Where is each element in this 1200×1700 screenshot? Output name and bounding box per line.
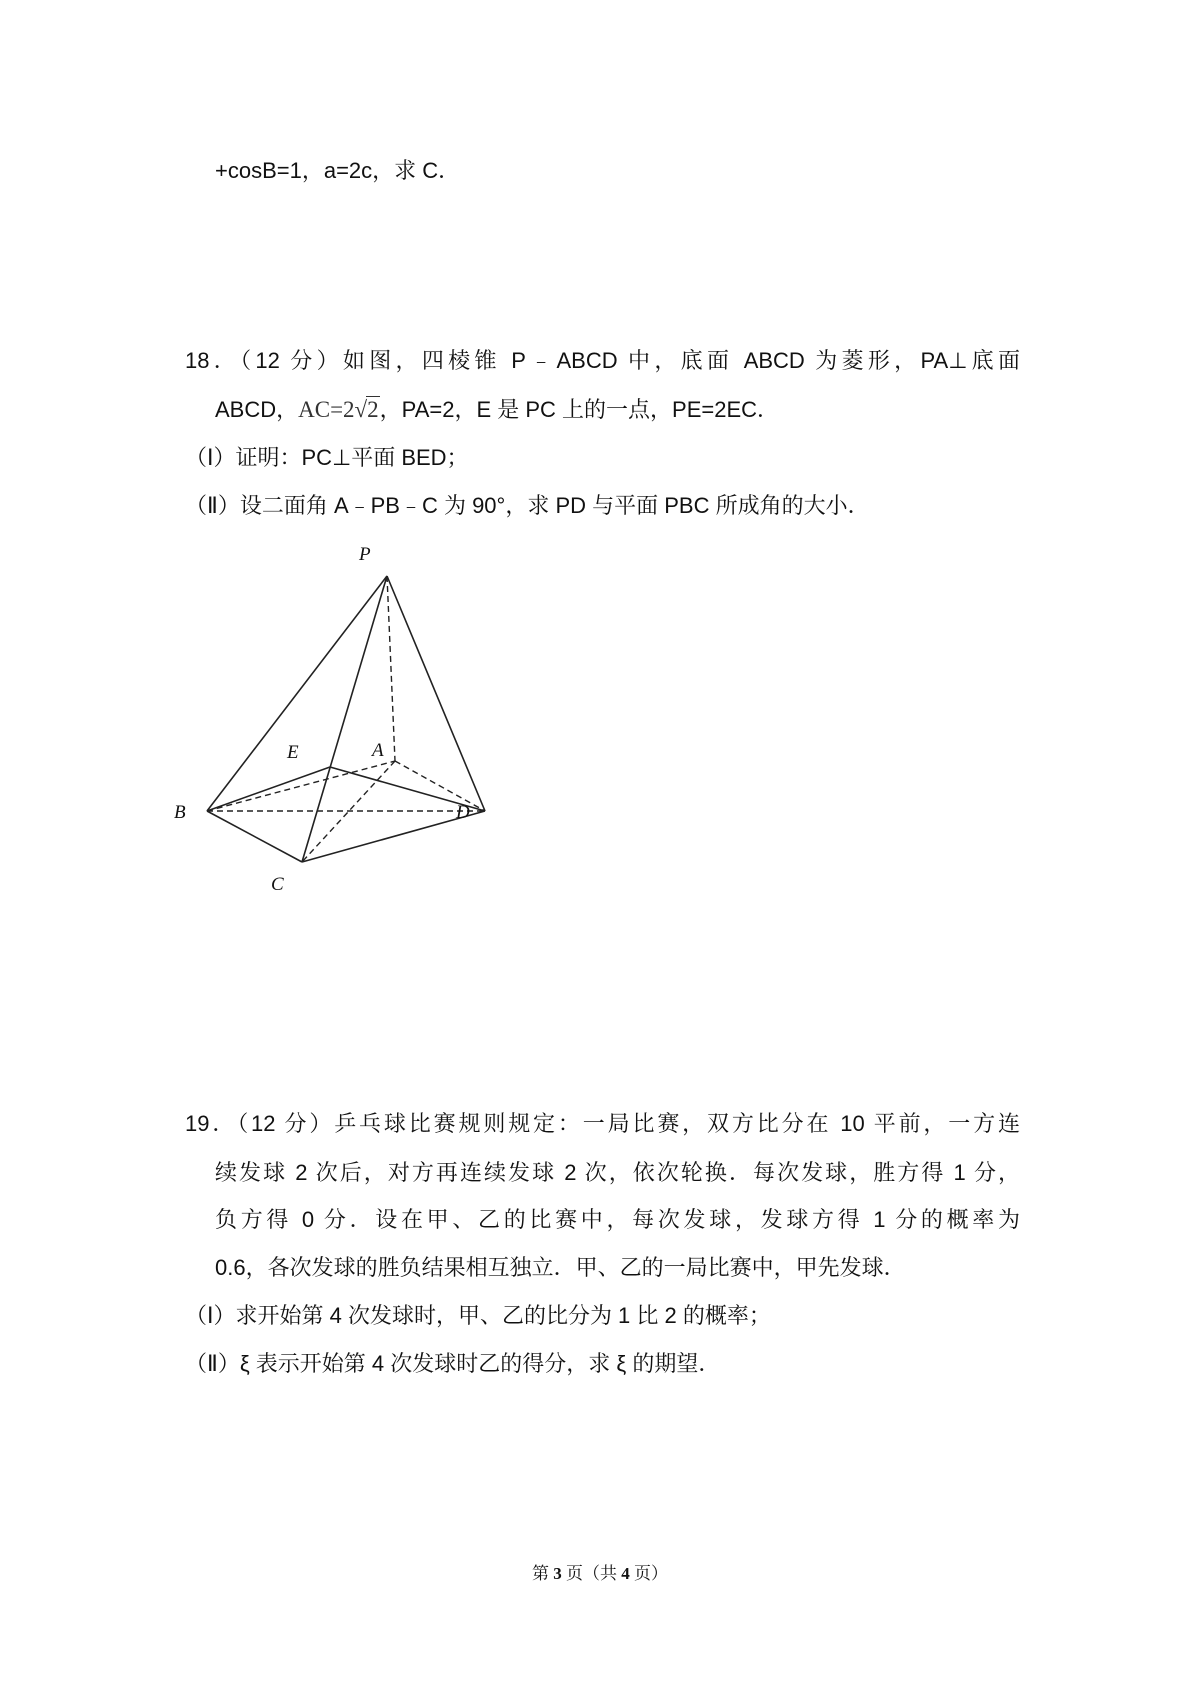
ac-formula-radical: √ [354, 397, 368, 422]
ac-formula [298, 397, 380, 422]
q18-line-2-pre: ABCD， [215, 397, 299, 422]
q18-number: 18． [185, 348, 241, 373]
vertex-label-D: D [456, 802, 470, 823]
q19-line-1 [185, 1109, 1020, 1139]
edge-AD-hidden [395, 761, 485, 811]
footer-page-number: 3 [553, 1564, 562, 1583]
q18-score: （12 分） [240, 348, 343, 373]
q19-part-1: （Ⅰ）求开始第 4 次发球时，甲、乙的比分为 1 比 2 的概率； [185, 1303, 771, 1328]
q18-line-1 [185, 346, 1020, 376]
footer-mid: 页（共 [561, 1564, 622, 1583]
vertex-label-B: B [174, 802, 186, 823]
q19-line-3: 负方得 0 分．设在甲、乙的比赛中，每次发球，发球方得 1 分的概率为 [215, 1207, 1020, 1232]
q18-line-2-post: ，PA=2，E 是 PC 上的一点，PE=2EC． [379, 397, 780, 422]
q19-line-4: 0.6，各次发球的胜负结果相互独立．甲、乙的一局比赛中，甲先发球． [215, 1255, 906, 1280]
ac-formula-lhs: AC=2 [298, 397, 355, 422]
edge-PC [302, 576, 387, 862]
edge-BA-hidden [207, 761, 395, 811]
vertex-label-P: P [359, 544, 371, 565]
q18-line-2 [215, 395, 779, 425]
vertex-label-E: E [287, 742, 299, 763]
q19-line-1-text: 乒乓球比赛规则规定：一局比赛，双方比分在 10 平前，一方连 [334, 1111, 1020, 1136]
q19-line-2: 续发球 2 次后，对方再连续发球 2 次，依次轮换．每次发球，胜方得 1 分， [215, 1160, 1020, 1185]
q19-part-2: （Ⅱ）ξ 表示开始第 4 次发球时乙的得分，求 ξ 的期望． [185, 1351, 721, 1376]
footer-pre: 第 [532, 1564, 554, 1583]
footer-post: 页） [629, 1564, 668, 1583]
edge-PD [387, 576, 485, 811]
edge-BE [207, 767, 330, 811]
q17-tail-line: +cosB=1，a=2c，求 C． [215, 158, 461, 183]
edge-PA-hidden [387, 576, 395, 761]
ac-formula-radicand: 2 [367, 397, 379, 422]
pyramid-figure [174, 540, 525, 905]
q18-line-1-text: 如图，四棱锥 P﹣ABCD 中，底面 ABCD 为菱形，PA⊥底面 [342, 348, 1020, 373]
vertex-label-C: C [271, 874, 284, 895]
q19-score: （12 分） [237, 1111, 335, 1136]
edge-BC [207, 811, 302, 862]
q18-part-1: （Ⅰ）证明：PC⊥平面 BED； [185, 445, 469, 470]
q18-part-2: （Ⅱ）设二面角 A﹣PB﹣C 为 90°，求 PD 与平面 PBC 所成角的大小． [185, 493, 870, 518]
q19-number: 19． [185, 1111, 238, 1136]
page-footer [0, 1562, 1200, 1586]
footer-total-pages: 4 [621, 1564, 630, 1583]
vertex-label-A: A [372, 740, 384, 761]
